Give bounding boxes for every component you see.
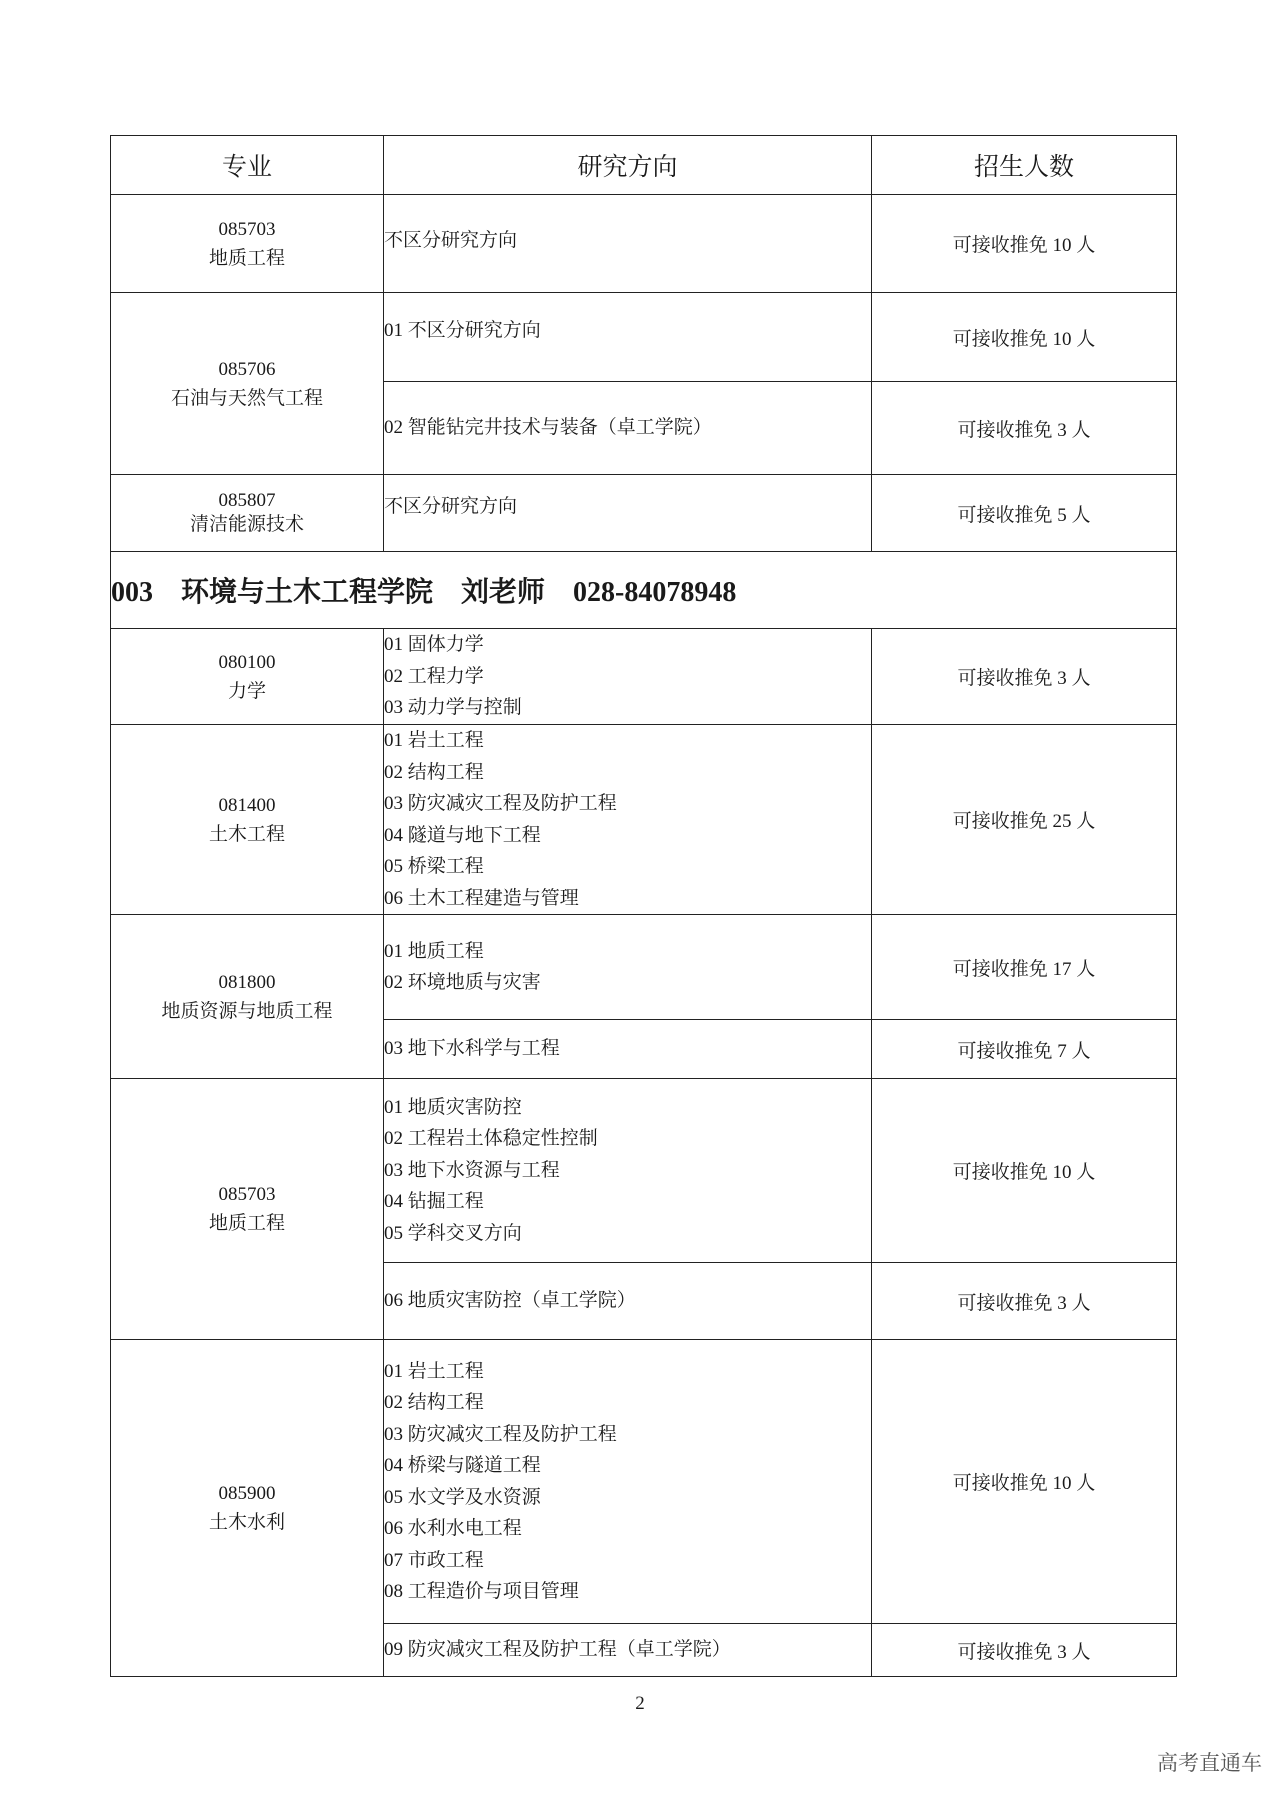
direction-item: 01 岩土工程 (384, 730, 484, 751)
direction-item: 06 土木工程建造与管理 (384, 887, 579, 909)
enrollment-table (110, 135, 1177, 1677)
major-name: 地质资源与地质工程 (161, 1000, 333, 1022)
direction-item: 06 水利水电工程 (384, 1518, 522, 1539)
direction-item: 02 工程岩土体稳定性控制 (384, 1128, 598, 1150)
major-name: 地质工程 (208, 1213, 285, 1234)
major-name: 土木水利 (208, 1512, 285, 1533)
direction-item: 01 地质灾害防控 (384, 1096, 522, 1118)
header-direction: 研究方向 (384, 136, 872, 195)
section-phone: 028-84078948 (573, 577, 737, 608)
table-row (111, 293, 1177, 382)
direction-item: 03 防灾减灾工程及防护工程 (384, 1423, 617, 1445)
major-code: 085807 (218, 490, 276, 511)
header-major: 专业 (111, 136, 384, 195)
major-code: 085703 (218, 1184, 276, 1205)
direction-cell (384, 293, 872, 382)
table-row (111, 1079, 1177, 1263)
major-cell (111, 293, 384, 475)
major-code: 081400 (218, 794, 276, 816)
major-name: 清洁能源技术 (189, 514, 304, 535)
direction-item: 03 防灾减灾工程及防护工程 (384, 793, 617, 814)
quota-cell: 可接收推免 3 人 (872, 1263, 1177, 1340)
table-row (111, 1340, 1177, 1624)
direction-cell (384, 1624, 872, 1677)
quota-cell: 可接收推免 7 人 (872, 1020, 1177, 1079)
major-code: 085703 (218, 218, 276, 240)
quota-cell: 可接收推免 5 人 (872, 475, 1177, 552)
direction-item: 02 智能钻完井技术与装备（卓工学院） (384, 417, 712, 439)
page-number: 2 (635, 1693, 645, 1714)
direction-cell (384, 1079, 872, 1263)
quota-cell: 可接收推免 10 人 (872, 293, 1177, 382)
direction-item: 08 工程造价与项目管理 (384, 1581, 579, 1602)
direction-item: 04 桥梁与隧道工程 (384, 1455, 541, 1476)
major-name: 地质工程 (208, 247, 285, 269)
direction-item: 02 结构工程 (384, 761, 484, 783)
direction-item: 01 岩土工程 (384, 1360, 484, 1382)
direction-cell (384, 1020, 872, 1079)
direction-item: 05 水文学及水资源 (384, 1486, 541, 1508)
section-row (111, 552, 1177, 629)
major-cell (111, 629, 384, 725)
direction-cell (384, 915, 872, 1020)
major-cell (111, 195, 384, 293)
table-row (111, 629, 1177, 725)
direction-item: 04 隧道与地下工程 (384, 824, 541, 846)
direction-item: 09 防灾减灾工程及防护工程（卓工学院） (384, 1639, 731, 1661)
major-code: 081800 (218, 971, 276, 993)
quota-cell: 可接收推免 25 人 (872, 725, 1177, 915)
section-school: 环境与土木工程学院 (181, 577, 434, 608)
table-row (111, 725, 1177, 915)
direction-item: 不区分研究方向 (384, 496, 518, 517)
quota-cell: 可接收推免 10 人 (872, 1079, 1177, 1263)
major-code: 085706 (218, 358, 276, 380)
quota-cell: 可接收推免 17 人 (872, 915, 1177, 1020)
quota-cell: 可接收推免 3 人 (872, 382, 1177, 475)
major-name: 石油与天然气工程 (170, 387, 323, 409)
direction-cell (384, 725, 872, 915)
direction-item: 不区分研究方向 (384, 230, 518, 251)
major-name: 土木工程 (208, 823, 285, 845)
major-code: 080100 (218, 651, 276, 673)
section-code: 003 (111, 577, 153, 608)
quota-cell: 可接收推免 10 人 (872, 195, 1177, 293)
direction-item: 05 桥梁工程 (384, 856, 484, 877)
direction-cell (384, 629, 872, 725)
major-cell (111, 915, 384, 1079)
table-row (111, 475, 1177, 552)
direction-item: 03 地下水科学与工程 (384, 1038, 560, 1060)
quota-cell: 可接收推免 10 人 (872, 1340, 1177, 1624)
direction-item: 04 钻掘工程 (384, 1191, 484, 1213)
quota-cell: 可接收推免 3 人 (872, 629, 1177, 725)
major-code: 085900 (218, 1483, 276, 1504)
direction-cell (384, 1263, 872, 1340)
direction-item: 01 不区分研究方向 (384, 320, 541, 341)
direction-item: 05 学科交叉方向 (384, 1222, 522, 1244)
major-cell (111, 475, 384, 552)
table-header-row (111, 136, 1177, 195)
major-name: 力学 (227, 680, 266, 702)
table-row (111, 195, 1177, 293)
direction-cell (384, 195, 872, 293)
direction-item: 02 结构工程 (384, 1392, 484, 1413)
major-cell (111, 1079, 384, 1340)
direction-cell (384, 1340, 872, 1624)
section-header (111, 552, 1177, 629)
quota-cell: 可接收推免 3 人 (872, 1624, 1177, 1677)
direction-item: 06 地质灾害防控（卓工学院） (384, 1290, 636, 1312)
direction-cell (384, 475, 872, 552)
major-cell (111, 1340, 384, 1677)
section-contact: 刘老师 (461, 577, 546, 608)
header-quota: 招生人数 (872, 136, 1177, 195)
direction-item: 02 工程力学 (384, 665, 484, 687)
direction-item: 01 固体力学 (384, 634, 484, 656)
table-row (111, 915, 1177, 1020)
direction-item: 03 地下水资源与工程 (384, 1159, 560, 1181)
major-cell (111, 725, 384, 915)
direction-item: 07 市政工程 (384, 1549, 484, 1571)
direction-item: 03 动力学与控制 (384, 697, 522, 719)
direction-item: 01 地质工程 (384, 940, 484, 962)
direction-cell (384, 382, 872, 475)
watermark-text: 高考直通车 (1157, 1751, 1262, 1775)
direction-item: 02 环境地质与灾害 (384, 972, 541, 993)
